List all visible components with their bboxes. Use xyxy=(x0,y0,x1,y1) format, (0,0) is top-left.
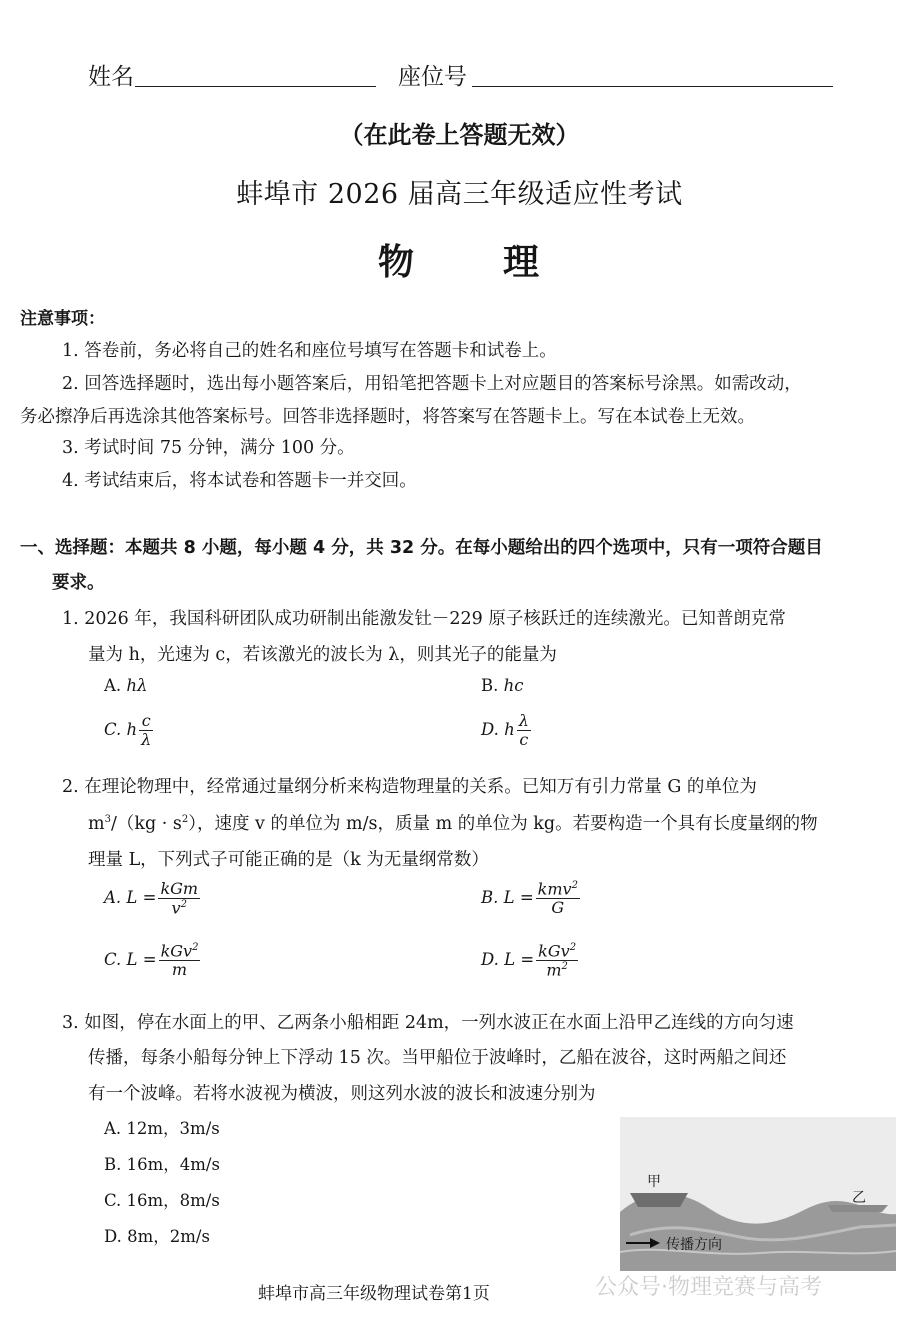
seat-blank xyxy=(472,86,833,87)
exam-title: 蚌埠市 2026 届高三年级适应性考试 xyxy=(236,179,683,210)
question-2-text: 2. 在理论物理中，经常通过量纲分析来构造物理量的关系。已知万有引力常量 G 的单位为 xyxy=(62,777,757,797)
q1-option-c: C. h $\frac{c}{\lambda}$ xyxy=(104,711,152,749)
name-label: 姓名 xyxy=(88,64,134,90)
question-3-text: 有一个波峰。若将水波视为横波，则这列水波的波长和波速分别为 xyxy=(88,1084,596,1104)
page-footer: 蚌埠市高三年级物理试卷第1页 xyxy=(258,1284,490,1304)
boat-b-label: 乙 xyxy=(852,1190,866,1206)
note-item: 务必擦净后再选涂其他答案标号。回答非选择题时，将答案写在答题卡上。写在本试卷上无效。 xyxy=(20,407,755,427)
question-1-text: 量为 h，光速为 c，若该激光的波长为 λ，则其光子的能量为 xyxy=(88,645,557,665)
watermark: 公众号·物理竞赛与高考 xyxy=(595,1275,822,1300)
boat-a-label: 甲 xyxy=(647,1174,661,1190)
direction-label: 传播方向 xyxy=(666,1237,722,1253)
q3-option-c: C. 16m，8m/s xyxy=(104,1191,220,1210)
q3-option-a: A. 12m，3m/s xyxy=(104,1119,220,1138)
seat-label: 座位号 xyxy=(398,64,467,90)
section-heading: 一、选择题：本题共 8 小题，每小题 4 分，共 32 分。在每小题给出的四个选项中，只有一项符合题目 xyxy=(20,538,823,558)
note-item: 1. 答卷前，务必将自己的姓名和座位号填写在答题卡和试卷上。 xyxy=(62,341,557,361)
question-3-text: 传播，每条小船每分钟上下浮动 15 次。当甲船位于波峰时，乙船在波谷，这时两船之间还 xyxy=(88,1048,787,1068)
wave-figure xyxy=(620,1117,896,1271)
q1-option-a: A. hλ xyxy=(104,676,148,695)
q3-option-d: D. 8m，2m/s xyxy=(104,1227,210,1246)
section-heading-cont: 要求。 xyxy=(52,573,105,593)
note-item: 4. 考试结束后，将本试卷和答题卡一并交回。 xyxy=(62,471,417,491)
q2-option-b: B. L = $\frac{kmv^2}{G}$ xyxy=(481,879,578,918)
question-1-text: 1. 2026 年，我国科研团队成功研制出能激发钍－229 原子核跃迁的连续激光。已知普朗克常 xyxy=(62,609,786,629)
subject-char-2: 理 xyxy=(503,242,540,283)
question-2-text: 理量 L，下列式子可能正确的是（k 为无量纲常数） xyxy=(88,850,489,870)
subject-char-1: 物 xyxy=(378,242,415,283)
q2-option-c: C. L = $\frac{kGv^2}{m}$ xyxy=(104,941,199,980)
note-item: 2. 回答选择题时，选出每小题答案后，用铅笔把答题卡上对应题目的答案标号涂黑。如需改动， xyxy=(62,374,802,394)
q2-option-d: D. L = $\frac{kGv^2}{m^2}$ xyxy=(481,941,577,980)
notes-heading: 注意事项： xyxy=(20,309,105,329)
q1-option-b: B. hc xyxy=(481,676,524,695)
invalid-notice: （在此卷上答题无效） xyxy=(339,121,580,149)
q3-option-b: B. 16m，4m/s xyxy=(104,1155,220,1174)
q1-option-d: D. h $\frac{\lambda}{c}$ xyxy=(481,711,529,749)
note-item: 3. 考试时间 75 分钟，满分 100 分。 xyxy=(62,438,355,458)
question-3-text: 3. 如图，停在水面上的甲、乙两条小船相距 24m，一列水波正在水面上沿甲乙连线的方向匀速 xyxy=(62,1013,794,1033)
name-blank xyxy=(135,86,376,87)
question-2-text: $m^3/(kg \cdot s^2)$，速度 v 的单位为 m/s，质量 m 的单位为 kg。若要构造一个具有长度量纲的物 xyxy=(88,814,818,834)
boat-a-hull xyxy=(630,1193,688,1207)
q2-option-a: A. L = $\frac{\text{kGm}}{v^2}$ xyxy=(104,879,199,918)
